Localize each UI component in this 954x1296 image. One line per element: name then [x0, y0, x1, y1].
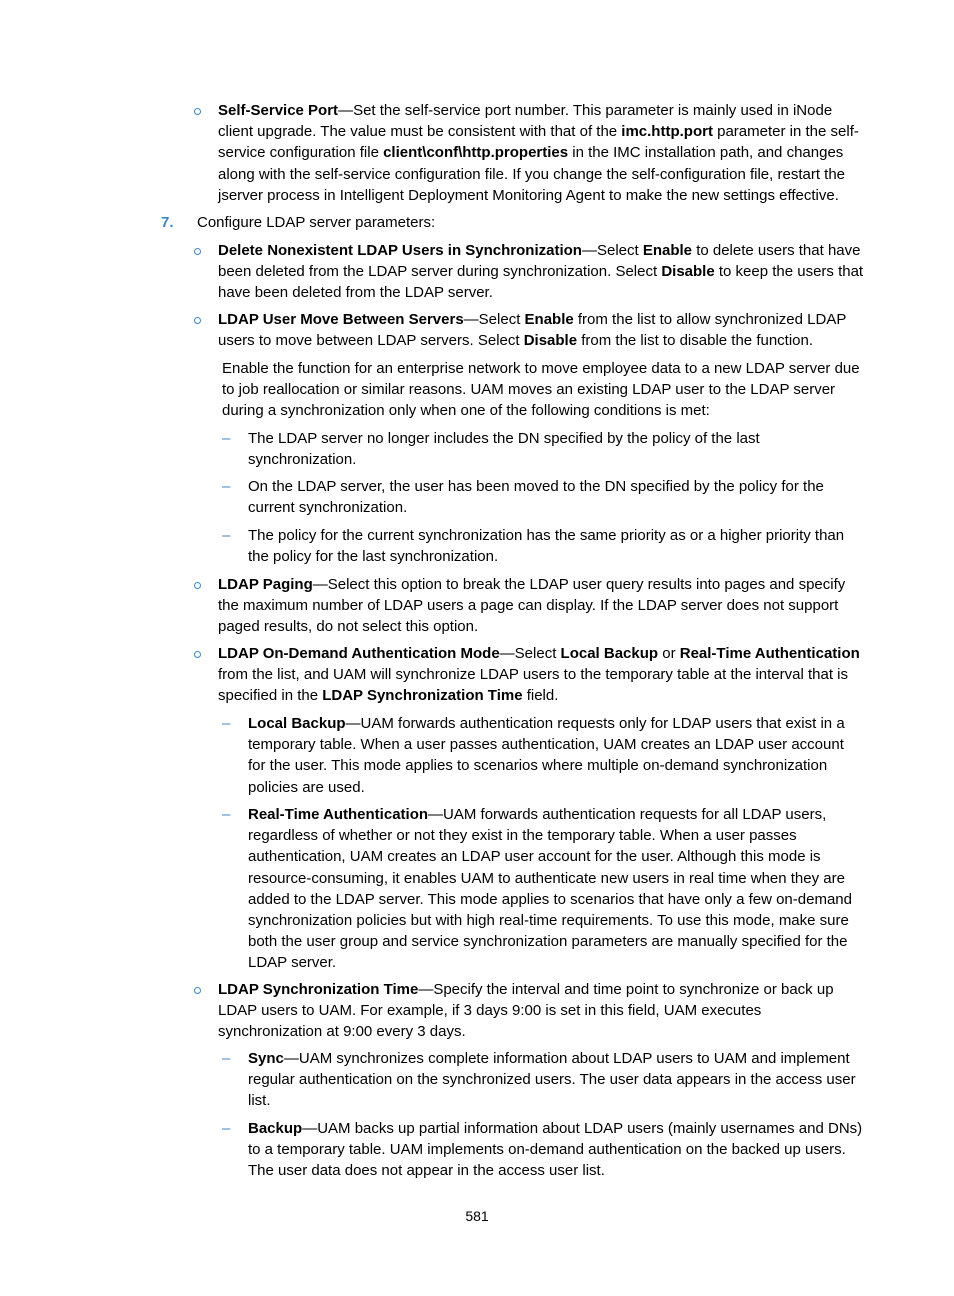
circle-bullet-icon — [194, 651, 201, 658]
dash-bullet-icon: – — [222, 715, 231, 732]
self-service-port-item: Self-Service Port—Set the self-service port number. This parameter is mainly used in iNode client upgrade. The value must be consistent with that of the imc.http.port parameter in the self-service configuration file client\conf\http.properties in the IMC installation path, and changes along with the self-service configuration file. If you change the self-configuration file, restart the jserver process in Intelligent Deployment Monitoring Agent to make the new settings effective. — [218, 102, 859, 204]
user-move-paragraph: Enable the function for an enterprise network to move employee data to a new LDAP server due to job reallocation or similar reasons. UAM moves an existing LDAP user to the LDAP server during a synchronization only when one of the following conditions is met: — [222, 360, 860, 420]
dash-bullet-icon: – — [222, 527, 231, 544]
circle-bullet-icon — [194, 317, 201, 324]
ldap-paging-item: LDAP Paging—Select this option to break the LDAP user query results into pages and specify the maximum number of LDAP users a page can display. If the LDAP server does not support paged results, do not select this option. — [218, 576, 846, 636]
dash-bullet-icon: – — [222, 478, 231, 495]
dash-bullet-icon: – — [222, 430, 231, 447]
user-move-item: LDAP User Move Between Servers—Select Enable from the list to allow synchronized LDAP users to move between LDAP servers. Select Disable from the list to disable the function. — [218, 311, 847, 350]
on-demand-item: LDAP On-Demand Authentication Mode—Select Local Backup or Real-Time Authentication from the list, and UAM will synchronize LDAP users to the temporary table at the interval that is specified in the LDAP Synchronization Time field. — [218, 645, 860, 705]
condition-item: The LDAP server no longer includes the DN specified by the policy of the last synchronization. — [248, 430, 760, 469]
condition-item: On the LDAP server, the user has been moved to the DN specified by the policy for the current synchronization. — [248, 478, 824, 517]
dash-bullet-icon: – — [222, 1050, 231, 1067]
dash-bullet-icon: – — [222, 806, 231, 823]
sync-item: Sync—UAM synchronizes complete information about LDAP users to UAM and implement regular authentication on the synchronized users. The user data appears in the access user list. — [248, 1050, 856, 1110]
circle-bullet-icon — [194, 987, 201, 994]
condition-item: The policy for the current synchronization has the same priority as or a higher priority than the policy for the last synchronization. — [248, 527, 845, 566]
delete-nonexistent-item: Delete Nonexistent LDAP Users in Synchronization—Select Enable to delete users that have been deleted from the LDAP server during synchronization. Select Disable to keep the users that have been deleted from the LDAP server. — [218, 242, 864, 302]
local-backup-item: Local Backup—UAM forwards authentication requests only for LDAP users that exist in a temporary table. When a user passes authentication, UAM creates an LDAP user account for the user. This mode applies to scenarios where multiple on-demand synchronization policies are used. — [248, 715, 845, 796]
backup-item: Backup—UAM backs up partial information about LDAP users (mainly usernames and DNs) to a temporary table. UAM implements on-demand authentication on the backed up users. The user data does not appear in the access user list. — [248, 1120, 863, 1180]
circle-bullet-icon — [194, 248, 201, 255]
circle-bullet-icon — [194, 108, 201, 115]
sync-time-item: LDAP Synchronization Time—Specify the interval and time point to synchronize or back up LDAP users to UAM. For example, if 3 days 9:00 is set in this field, UAM executes synchronization at 9:00 every 3 days. — [218, 981, 834, 1041]
page-number: 581 — [465, 1208, 489, 1224]
step-7-text: Configure LDAP server parameters: — [197, 214, 436, 231]
step-number: 7. — [161, 214, 174, 231]
dash-bullet-icon: – — [222, 1120, 231, 1137]
circle-bullet-icon — [194, 582, 201, 589]
real-time-auth-item: Real-Time Authentication—UAM forwards authentication requests for all LDAP users, regardless of whether or not they exist in the temporary table. When a user passes authentication, UAM creates an LDAP user account for the user. Although this mode is resource-consuming, it enables UAM to authenticate new users in real time when they are added to the LDAP server. This mode applies to scenarios that have only a few on-demand synchronization policies but with high real-time requirements. To use this mode, make sure both the user group and service synchronization parameters are manually specified for the LDAP server. — [248, 806, 852, 972]
